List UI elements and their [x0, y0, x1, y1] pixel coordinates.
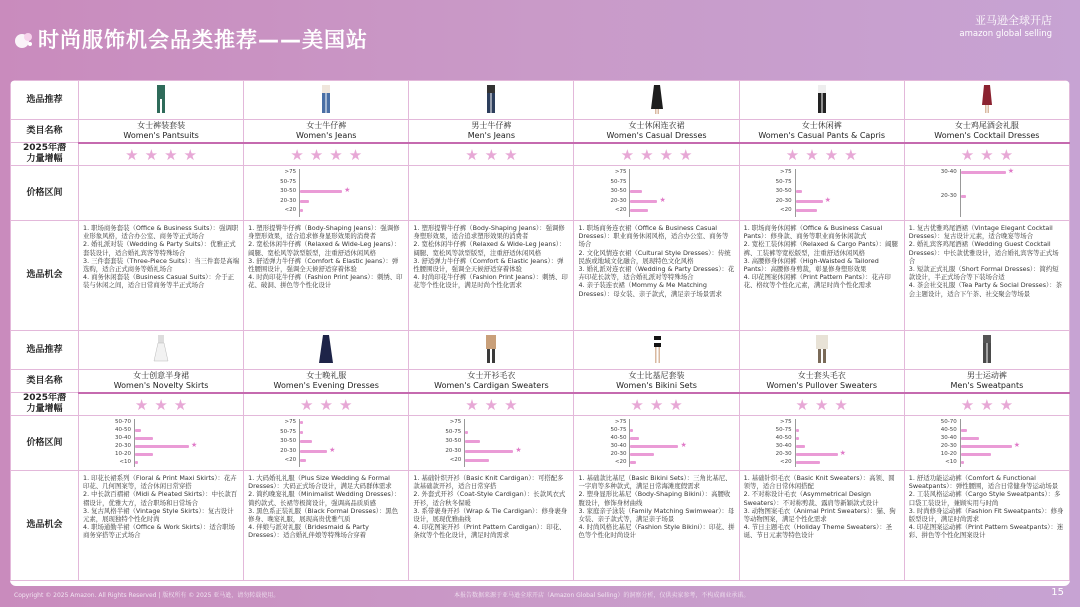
- product-image: [244, 331, 409, 370]
- star-icon: ★: [960, 145, 975, 164]
- price-tick-label: 50-75: [775, 427, 792, 433]
- price-bar: [630, 461, 636, 464]
- growth-label-2: 力量增幅: [26, 154, 63, 164]
- category-cn: 女士裤装套装: [137, 120, 186, 130]
- category-en: Women's Evening Dresses: [273, 380, 379, 390]
- price-tick-label: 30-40: [610, 443, 627, 449]
- skirt-icon: [148, 333, 174, 365]
- price-bar: [796, 445, 805, 448]
- price-tick-label: 30-40: [940, 435, 957, 441]
- category-cn: 女士晚礼服: [306, 370, 347, 380]
- row-label-pick: 选品推荐: [11, 81, 79, 120]
- product-image: [574, 331, 739, 370]
- highlight-star-icon: ★: [191, 441, 198, 449]
- highlight-star-icon: ★: [329, 445, 336, 454]
- price-bar: [300, 421, 303, 424]
- opportunity-text: 1. 塑形提臀牛仔裤（Body-Shaping Jeans）：强调修身塑形效果，适合追求塑形效果的消费者 2. 宽松休闲牛仔裤（Relaxed & Wide-Leg Jeans）：阔腿、宽松风等款型版型，注重舒适休闲风格 3. 舒适弹力牛仔裤（Comfort & Elastic Jeans）：弹性腰围设计，强调全天候舒适穿着体验 4. 时尚印花牛仔裤（Fashion Print Jeans）：刺绣、印花等个性化设计，满足时尚个性化需求: [409, 221, 574, 331]
- category-name: [739, 370, 904, 393]
- price-tick-label: 20-30: [775, 197, 792, 204]
- star-icon: ★: [814, 395, 829, 414]
- price-tick-label: <10: [945, 459, 957, 465]
- price-tick-label: 50-70: [115, 419, 131, 425]
- star-icon: ★: [290, 145, 304, 164]
- price-tick-label: 20-30: [775, 451, 792, 457]
- price-tick-label: >75: [614, 169, 627, 175]
- star-icon: ★: [504, 145, 518, 164]
- category-cn: 女士套头毛衣: [797, 370, 846, 380]
- price-tick-label: 30-40: [775, 443, 792, 449]
- logo-en: amazon global selling: [959, 29, 1052, 39]
- star-icon: ★: [164, 145, 178, 164]
- casual-pants-icon: [809, 83, 835, 115]
- price-tick-label: 30-50: [445, 438, 462, 445]
- category-en: Men's Jeans: [467, 130, 515, 140]
- row-label-category: 类目名称: [11, 120, 79, 143]
- price-tick-label: 30-50: [280, 188, 297, 195]
- category-table-1: [10, 80, 1070, 331]
- category-cn: 男士牛仔裤: [471, 120, 512, 130]
- price-tick-label: 30-40: [115, 435, 131, 441]
- category-cn: 女士牛仔裤: [306, 120, 347, 130]
- price-tick-label: 30-50: [280, 438, 297, 445]
- category-en: Women's Jeans: [296, 130, 357, 140]
- growth-stars: [79, 143, 244, 166]
- chart-axis: [134, 419, 135, 467]
- star-icon: ★: [183, 145, 197, 164]
- star-icon: ★: [134, 395, 149, 414]
- highlight-star-icon: ★: [680, 441, 687, 449]
- category-cn: 女士鸡尾酒会礼服: [954, 120, 1019, 130]
- growth-stars: [904, 143, 1069, 166]
- price-bar: [300, 190, 342, 193]
- category-cn: 男士运动裤: [966, 370, 1007, 380]
- star-icon: ★: [465, 395, 479, 414]
- category-name: [904, 120, 1069, 143]
- amazon-logo: [959, 12, 1052, 39]
- bikini-icon: [644, 333, 670, 365]
- product-image: [409, 81, 574, 120]
- growth-label-1: 2025年潜: [22, 143, 67, 153]
- category-name: [739, 120, 904, 143]
- highlight-star-icon: ★: [1007, 167, 1015, 175]
- chart-axis: [795, 419, 796, 467]
- growth-stars: [574, 393, 739, 416]
- star-icon: ★: [844, 145, 858, 164]
- category-cn: 女士休闲连衣裙: [628, 120, 685, 130]
- growth-stars: [904, 393, 1069, 416]
- opportunity-text: 1. 基础针织开衫（Basic Knit Cardigan）：可搭配多款基础款开衫，适合日常穿搭 2. 外套式开衫（Coat-Style Cardigan）：长款风衣式开衫，适合秋冬保暖 3. 系带裹身开衫（Wrap & Tie Cardigan）：修身裹身设计，展现优雅曲线 4. 印花图案开衫（Print Pattern Cardigan）：印花、条纹等个性化设计，满足时尚需求: [409, 471, 574, 581]
- growth-stars: [244, 143, 409, 166]
- price-tick-label: 50-75: [775, 178, 792, 185]
- price-bar: [796, 437, 799, 440]
- category-en: Women's Pantsuits: [123, 130, 199, 140]
- price-tick-label: 20-30: [610, 451, 627, 457]
- price-bar: [630, 200, 657, 203]
- price-bar: [300, 450, 327, 453]
- category-cn: 女士休闲裤: [801, 120, 842, 130]
- opportunity-text: 1. 复古优雅鸡尾酒裙（Vintage Elegant Cocktail Dresses）：复古设计元素，适合晚宴等场合 2. 婚礼宾客鸡尾酒裙（Wedding Guest Cocktail Dresses）：中长款优雅设计，适合婚礼宾客等正式场合 3. 短款正式礼服（Short Formal Dresses）：简约短款设计，半正式场合等下装场合适 4. 茶会社交礼服（Tea Party & Social Dresses）：茶会主题设计，适合下午茶、社交聚会等场景: [904, 221, 1069, 331]
- price-tick-label: 20-30: [940, 193, 957, 199]
- category-cn: 女士比基尼套装: [628, 370, 685, 380]
- page-number: 15: [1051, 587, 1064, 598]
- price-cell: [409, 166, 574, 221]
- price-cell: [244, 416, 409, 471]
- price-tick-label: 30-50: [775, 188, 792, 195]
- casual-dress-icon: [644, 83, 670, 115]
- price-bar: [796, 209, 817, 212]
- price-bar: [630, 453, 654, 456]
- star-icon: ★: [338, 395, 353, 414]
- price-tick-label: >75: [614, 419, 627, 425]
- growth-label-2: 力量增幅: [26, 404, 63, 414]
- category-en: Women's Cocktail Dresses: [934, 130, 1040, 140]
- row-label-growth: [11, 393, 79, 416]
- growth-stars: [574, 143, 739, 166]
- price-bar: [796, 461, 820, 464]
- price-bar: [465, 440, 480, 443]
- star-icon: ★: [173, 395, 188, 414]
- price-tick-label: 30-50: [610, 188, 627, 195]
- price-bar: [630, 437, 639, 440]
- star-icon: ★: [805, 145, 819, 164]
- product-image: [739, 81, 904, 120]
- star-icon: ★: [300, 395, 314, 414]
- price-range-chart: [409, 416, 573, 470]
- product-image: [244, 81, 409, 120]
- price-bar: [300, 431, 303, 434]
- category-name: [79, 370, 244, 393]
- price-cell: [409, 416, 574, 471]
- price-tick-label: >75: [284, 169, 297, 175]
- star-icon: ★: [348, 145, 363, 164]
- category-name: [409, 120, 574, 143]
- price-bar: [300, 440, 312, 443]
- opportunity-text: 1. 职场商务套装（Office & Business Suits）：强调职业形象风格，适合办公室、商务等正式场合 2. 婚礼派对装（Wedding & Party Suits）：优雅正式套装设计，适合婚礼宾客等特殊场合 3. 三件套套装（Three-Piece Suits）：当三件套是高端选购，适合正式商务等婚礼场合 4. 商务休闲套装（Business Casual Suits）：介于正装与休闲之间，适合日常商务等半正式场合: [79, 221, 244, 331]
- disclaimer: 本报告数据来源于亚马逊全球开店（Amazon Global Selling）的洞察分析，仅供卖家参考，不构成商业承诺。: [454, 592, 750, 599]
- opportunity-text: 1. 塑形提臀牛仔裤（Body-Shaping Jeans）：强调修身塑形效果，适合追求修身显形效果的消费者 2. 宽松休闲牛仔裤（Relaxed & Wide-Leg Jeans）：阔腿、宽松风等款型版型，注重舒适休闲风格 3. 舒适弹力牛仔裤（Comfort & Elastic Jeans）：弹性腰围设计，强调全天候舒适穿着体验 4. 时尚印花牛仔裤（Fashion Print Jeans）：刺绣、印花、破洞、拼色等个性化设计: [244, 221, 409, 331]
- price-tick-label: 30-40: [940, 169, 957, 175]
- star-icon: ★: [465, 145, 479, 164]
- price-tick-label: >75: [780, 419, 792, 425]
- product-image: [904, 81, 1069, 120]
- category-name: [244, 120, 409, 143]
- star-icon: ★: [329, 145, 343, 164]
- opportunity-text: 1. 职场商务连衣裙（Office & Business Casual Dresses）：职业商务休闲风格，适合办公室、商务等场合 2. 文化风情连衣裙（Cultural Style Dresses）：传统民族或地域文化融合，展现特色文化风格 3. 婚礼派对连衣裙（Wedding & Party Dresses）：花卉印花长款等，适合婚礼派对等特殊场合 4. 亲子装连衣裙（Mommy & Me Matching Dresses）：母女装、亲子款式，满足亲子场景需求: [574, 221, 739, 331]
- row-label-growth: [11, 143, 79, 166]
- price-tick-label: 40-50: [115, 427, 131, 433]
- category-name: [244, 370, 409, 393]
- header: [0, 0, 1080, 78]
- cardigan-icon: [478, 333, 504, 365]
- price-tick-label: <20: [284, 457, 297, 464]
- price-range-chart: [574, 166, 738, 220]
- category-name: [79, 120, 244, 143]
- price-cell: [79, 166, 244, 221]
- price-tick-label: 40-50: [775, 435, 792, 441]
- pantsuit-icon: [148, 83, 174, 115]
- price-bar: [961, 195, 966, 198]
- price-range-chart: [79, 416, 243, 470]
- category-en: Women's Casual Dresses: [606, 130, 707, 140]
- price-tick-label: 20-30: [280, 197, 297, 204]
- price-bar: [300, 209, 303, 212]
- star-icon: ★: [484, 145, 499, 164]
- price-bar: [961, 461, 964, 464]
- price-range-chart: [574, 416, 738, 470]
- price-tick-label: <20: [614, 207, 627, 214]
- price-tick-label: 40-50: [610, 435, 627, 441]
- category-en: Women's Novelty Skirts: [113, 380, 209, 390]
- price-tick-label: 10-20: [940, 451, 957, 457]
- product-image: [904, 331, 1069, 370]
- category-name: [904, 370, 1069, 393]
- row-label-category: 类目名称: [11, 370, 79, 393]
- price-bar: [630, 445, 678, 448]
- price-tick-label: <20: [284, 207, 297, 214]
- highlight-star-icon: ★: [515, 445, 522, 454]
- price-cell: [739, 416, 904, 471]
- product-image: [79, 81, 244, 120]
- price-tick-label: 20-30: [940, 443, 957, 449]
- price-range-chart: [740, 166, 904, 220]
- growth-stars: [739, 143, 904, 166]
- opportunity-text: 1. 印花长裙系列（Floral & Print Maxi Skirts）：花卉印花、几何图案等，适合休闲日常穿搭 2. 中长款百褶裙（Midi & Pleated Skirts）：中长款百褶设计，优雅大方，适合职场和日常场合 3. 复古风格半裙（Vintage Style Skirts）：复古设计元素，展现独特个性化时尚 4. 职场通勤半裙（Office & Work Skirts）：适合职场商务穿搭等正式场合: [79, 471, 244, 581]
- star-icon: ★: [649, 395, 664, 414]
- price-cell: [739, 166, 904, 221]
- growth-label-1: 2025年潜: [22, 393, 67, 403]
- price-range-chart: [244, 416, 408, 470]
- chart-axis: [960, 169, 961, 217]
- price-bar: [630, 209, 648, 212]
- star-icon: ★: [319, 395, 333, 414]
- price-bar: [300, 200, 309, 203]
- price-bar: [135, 429, 141, 432]
- price-cell: [244, 166, 409, 221]
- price-tick-label: 40-50: [940, 427, 957, 433]
- opportunity-text: 1. 基础款比基尼（Basic Bikini Sets）：三角比基尼、一字肩等多种款式，满足日常海滩度假需求 2. 塑身显形比基尼（Body-Shaping Bikini）：高腰收腹设计，修饰身材曲线 3. 家庭亲子泳装（Family Matching Swimwear）：母女装、亲子款式等，满足亲子场景 4. 时尚风格比基尼（Fashion Style Bikini）：印花、拼色等个性化时尚设计: [574, 471, 739, 581]
- price-tick-label: >75: [780, 169, 792, 175]
- growth-stars: [739, 393, 904, 416]
- price-tick-label: >75: [284, 419, 297, 425]
- price-bar: [961, 445, 1012, 448]
- logo-cn: 亚马逊全球开店: [975, 14, 1052, 27]
- category-en: Women's Casual Pants & Capris: [758, 130, 886, 140]
- star-icon: ★: [504, 395, 518, 414]
- product-image: [409, 331, 574, 370]
- price-bar: [796, 429, 799, 432]
- highlight-star-icon: ★: [839, 449, 846, 457]
- star-icon: ★: [659, 145, 673, 164]
- category-cn: 女士创意半身裙: [133, 370, 190, 380]
- growth-stars: [244, 393, 409, 416]
- evening-dress-icon: [313, 333, 339, 365]
- price-bar: [135, 445, 189, 448]
- price-tick-label: 20-30: [610, 197, 627, 204]
- price-bar: [630, 190, 642, 193]
- price-bar: [961, 453, 991, 456]
- chart-axis: [960, 419, 961, 467]
- star-icon: ★: [795, 395, 809, 414]
- star-icon: ★: [640, 145, 654, 164]
- content-panel: [10, 80, 1070, 586]
- star-icon: ★: [154, 395, 168, 414]
- growth-stars: [409, 393, 574, 416]
- copyright: Copyright © 2025 Amazon. All Rights Reserved | 版权所有 © 2025 亚马逊，请勿转载使用。: [14, 592, 280, 599]
- price-cell: [79, 416, 244, 471]
- product-image: [574, 81, 739, 120]
- star-icon: ★: [999, 395, 1014, 414]
- sweatpants-icon: [974, 333, 1000, 365]
- category-en: Women's Cardigan Sweaters: [434, 380, 549, 390]
- price-bar: [465, 431, 468, 434]
- star-icon: ★: [669, 395, 683, 414]
- star-icon: ★: [620, 145, 635, 164]
- price-bar: [961, 429, 967, 432]
- highlight-star-icon: ★: [1013, 441, 1021, 449]
- category-name: [574, 120, 739, 143]
- price-range-chart: [905, 416, 1069, 470]
- price-cell: [574, 166, 739, 221]
- price-tick-label: 20-30: [445, 447, 462, 454]
- star-icon: ★: [824, 145, 839, 164]
- price-tick-label: 20-30: [280, 447, 297, 454]
- growth-stars: [79, 393, 244, 416]
- product-image: [79, 331, 244, 370]
- star-icon: ★: [999, 145, 1014, 164]
- price-bar: [961, 171, 1006, 174]
- price-cell: [904, 416, 1069, 471]
- opportunity-text: 1. 大码婚礼礼服（Plus Size Wedding & Formal Dresses）：大码正式场合设计，满足大码群体需求 2. 简约晚宴礼服（Minimalist Wedding Dresses）：简约款式、长裙等极简设计，强调高品质质感 3. 黑色系正装礼服（Black Formal Dresses）：黑色修身、晚宴礼服，展现高贵优雅气质 4. 伴娘与派对礼服（Bridesmaid & Party Dresses）：适合婚礼伴娘等特殊场合穿着: [244, 471, 409, 581]
- cocktail-dress-icon: [974, 83, 1000, 115]
- price-bar: [961, 437, 979, 440]
- star-icon: ★: [679, 145, 693, 164]
- star-icon: ★: [125, 145, 139, 164]
- chart-axis: [629, 419, 630, 467]
- price-tick-label: <20: [614, 459, 627, 465]
- mens-jeans-icon: [478, 83, 504, 115]
- price-cell: [574, 416, 739, 471]
- star-icon: ★: [785, 145, 800, 164]
- price-bar: [135, 453, 153, 456]
- price-bar: [300, 459, 306, 462]
- price-cell: [904, 166, 1069, 221]
- highlight-star-icon: ★: [344, 186, 351, 195]
- growth-stars: [409, 143, 574, 166]
- price-bar: [796, 200, 823, 203]
- price-range-chart: [905, 166, 1069, 220]
- category-cn: 女士开衫毛衣: [467, 370, 516, 380]
- opportunity-text: 1. 舒适功能运动裤（Comfort & Functional Sweatpants）：弹性腰围，适合日常健身等运动场景 2. 工装风格运动裤（Cargo Style Sweatpants）：多口袋工装设计，兼顾实用与时尚 3. 时尚修身运动裤（Fashion Fit Sweatpants）：修身版型设计，满足时尚需求 4. 印花图案运动裤（Print Pattern Sweatpants）：迷彩、拼色等个性化图案设计: [904, 471, 1069, 581]
- price-bar: [135, 437, 153, 440]
- category-en: Women's Pullover Sweaters: [766, 380, 877, 390]
- price-tick-label: 50-75: [280, 178, 297, 185]
- page-title: 时尚服饰机会品类推荐——美国站: [38, 28, 368, 52]
- category-table-2: [10, 330, 1070, 581]
- row-label-pick: 选品推荐: [11, 331, 79, 370]
- price-tick-label: >75: [449, 419, 462, 425]
- star-icon: ★: [630, 395, 644, 414]
- price-tick-label: 20-30: [115, 443, 131, 449]
- footer: [14, 590, 1014, 599]
- product-image: [739, 331, 904, 370]
- price-tick-label: 50-75: [280, 428, 297, 435]
- sparkle-icon: [13, 30, 35, 50]
- price-bar: [630, 429, 633, 432]
- price-tick-label: <20: [449, 457, 462, 464]
- highlight-star-icon: ★: [824, 195, 831, 204]
- jeans-icon: [313, 83, 339, 115]
- price-tick-label: <10: [119, 459, 131, 465]
- price-tick-label: 50-75: [610, 427, 627, 433]
- star-icon: ★: [144, 145, 159, 164]
- price-bar: [465, 459, 489, 462]
- opportunity-text: 1. 职场商务休闲裤（Office & Business Casual Pants）：修身款、商务等职业商务休闲款式 2. 宽松工装休闲裤（Relaxed & Cargo Pants）：阔腿裤、工装裤等宽松版型，注重舒适休闲风格 3. 高腰修身休闲裤（High-Waisted & Tailored Pants）：高腰修身剪裁，彰显修身塑形效果 4. 印花图案休闲裤（Print Pattern Pants）：花卉印花、格纹等个性化元素，满足时尚个性化需求: [739, 221, 904, 331]
- price-tick-label: <20: [780, 459, 792, 465]
- price-bar: [465, 450, 513, 453]
- price-range-chart: [740, 416, 904, 470]
- star-icon: ★: [484, 395, 499, 414]
- price-tick-label: 50-70: [940, 419, 957, 425]
- category-en: Men's Sweatpants: [950, 380, 1024, 390]
- category-name: [409, 370, 574, 393]
- star-icon: ★: [980, 145, 994, 164]
- star-icon: ★: [980, 395, 994, 414]
- star-icon: ★: [834, 395, 848, 414]
- highlight-star-icon: ★: [659, 195, 666, 204]
- star-icon: ★: [309, 145, 324, 164]
- price-tick-label: 50-75: [610, 178, 627, 185]
- opportunity-text: 1. 基础针织毛衣（Basic Knit Sweaters）：高领、圆领等，适合日常休闲搭配 2. 不对称设计毛衣（Asymmetrical Design Sweaters）：不对称剪裁、露肩等新颖款式设计 3. 动物图案毛衣（Animal Print Sweaters）：猫、狗等动物图案，满足个性化需求 4. 节日主题毛衣（Holiday Theme Sweaters）：圣诞、节日元素等特色设计: [739, 471, 904, 581]
- pullover-icon: [809, 333, 835, 365]
- row-label-price: 价格区间: [11, 416, 79, 471]
- row-label-price: 价格区间: [11, 166, 79, 221]
- price-tick-label: 50-75: [445, 428, 462, 435]
- price-tick-label: 10-20: [115, 451, 131, 457]
- star-icon: ★: [960, 395, 975, 414]
- price-bar: [796, 190, 802, 193]
- price-bar: [796, 453, 838, 456]
- price-bar: [135, 461, 138, 464]
- price-tick-label: <20: [780, 207, 792, 214]
- category-name: [574, 370, 739, 393]
- price-range-chart: [244, 166, 408, 220]
- row-label-opportunity: 选品机会: [11, 471, 79, 581]
- row-label-opportunity: 选品机会: [11, 221, 79, 331]
- category-en: Women's Bikini Sets: [616, 380, 697, 390]
